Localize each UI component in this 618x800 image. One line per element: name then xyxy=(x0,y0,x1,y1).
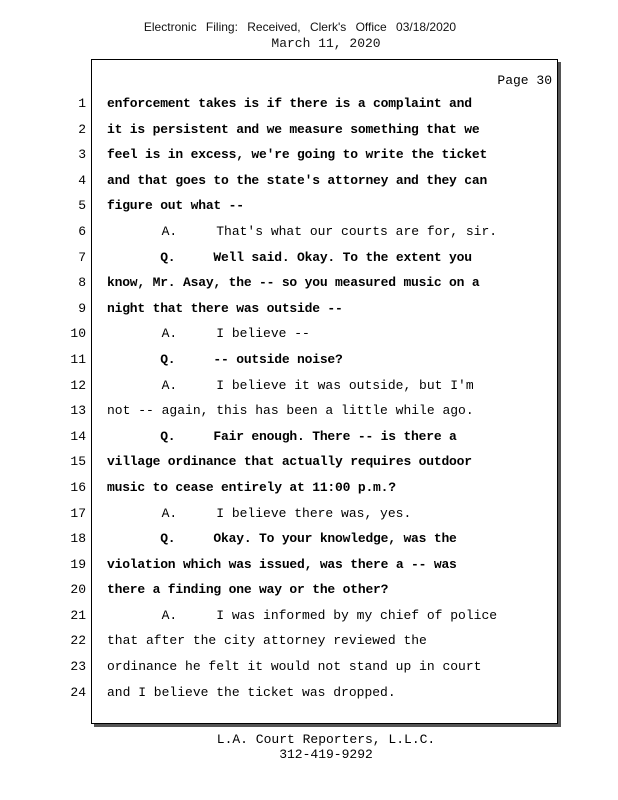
filing-stamp: Electronic Filing: Received, Clerk's Office 03/18/2020 xyxy=(143,20,457,34)
page-number: Page 30 xyxy=(497,73,552,88)
line-number: 24 xyxy=(70,684,86,700)
transcript-line: and that goes to the state's attorney and they can xyxy=(107,172,488,188)
transcript-line: Q. Fair enough. There -- is there a xyxy=(107,428,457,444)
line-number: 8 xyxy=(78,275,86,291)
line-number: 4 xyxy=(78,172,86,188)
line-number: 5 xyxy=(78,198,86,214)
transcript-line: village ordinance that actually requires outdoor xyxy=(107,454,472,470)
transcript-line: ordinance he felt it would not stand up in court xyxy=(107,659,482,675)
reporter-name: L.A. Court Reporters, L.L.C. xyxy=(216,732,436,747)
line-number: 16 xyxy=(70,479,86,495)
line-number: 6 xyxy=(78,223,86,239)
line-number: 22 xyxy=(70,633,86,649)
line-number: 13 xyxy=(70,403,86,419)
line-number: 15 xyxy=(70,454,86,470)
transcript-line: it is persistent and we measure something that we xyxy=(107,121,480,137)
line-number: 10 xyxy=(70,326,86,342)
line-number: 7 xyxy=(78,249,86,265)
reporter-phone: 312-419-9292 xyxy=(279,747,373,762)
transcript-line: night that there was outside -- xyxy=(107,300,343,316)
hearing-date: March 11, 2020 xyxy=(271,36,381,51)
transcript-line: A. I believe it was outside, but I'm xyxy=(107,377,474,393)
transcript-line: violation which was issued, was there a -- was xyxy=(107,556,457,572)
transcript-line: there a finding one way or the other? xyxy=(107,582,389,598)
line-number: 1 xyxy=(78,96,86,111)
line-number: 19 xyxy=(70,556,86,572)
line-number: 20 xyxy=(70,582,86,598)
transcript-line: Q. -- outside noise? xyxy=(107,351,343,367)
line-number: 14 xyxy=(70,428,86,444)
line-number: 23 xyxy=(70,659,86,675)
transcript-line: and I believe the ticket was dropped. xyxy=(107,684,396,700)
line-number: 21 xyxy=(70,607,86,623)
transcript-line: that after the city attorney reviewed the xyxy=(107,633,427,649)
line-number: 2 xyxy=(78,121,86,137)
transcript-line: A. I believe -- xyxy=(107,326,310,342)
transcript-page xyxy=(91,59,558,724)
line-number: 3 xyxy=(78,147,86,163)
transcript-line: Q. Okay. To your knowledge, was the xyxy=(107,531,457,547)
transcript-line: A. That's what our courts are for, sir. xyxy=(107,223,498,239)
line-number: 9 xyxy=(78,300,86,316)
transcript-line: music to cease entirely at 11:00 p.m.? xyxy=(107,479,396,495)
transcript-line: A. I believe there was, yes. xyxy=(107,505,412,521)
transcript-body xyxy=(107,91,547,705)
transcript-line: feel is in excess, we're going to write the ticket xyxy=(107,147,488,163)
transcript-line: A. I was informed by my chief of police xyxy=(107,607,498,623)
line-number: 17 xyxy=(70,505,86,521)
line-number-column xyxy=(60,91,86,705)
line-number: 12 xyxy=(70,377,86,393)
transcript-line: Q. Well said. Okay. To the extent you xyxy=(107,249,472,265)
line-number: 18 xyxy=(70,531,86,547)
line-number: 11 xyxy=(70,351,86,367)
transcript-line: figure out what -- xyxy=(107,198,244,214)
transcript-line: enforcement takes is if there is a complaint and xyxy=(107,96,472,111)
transcript-line: not -- again, this has been a little while ago. xyxy=(107,403,474,419)
reporter-footer xyxy=(0,732,618,762)
transcript-line: know, Mr. Asay, the -- so you measured music on a xyxy=(107,275,480,291)
